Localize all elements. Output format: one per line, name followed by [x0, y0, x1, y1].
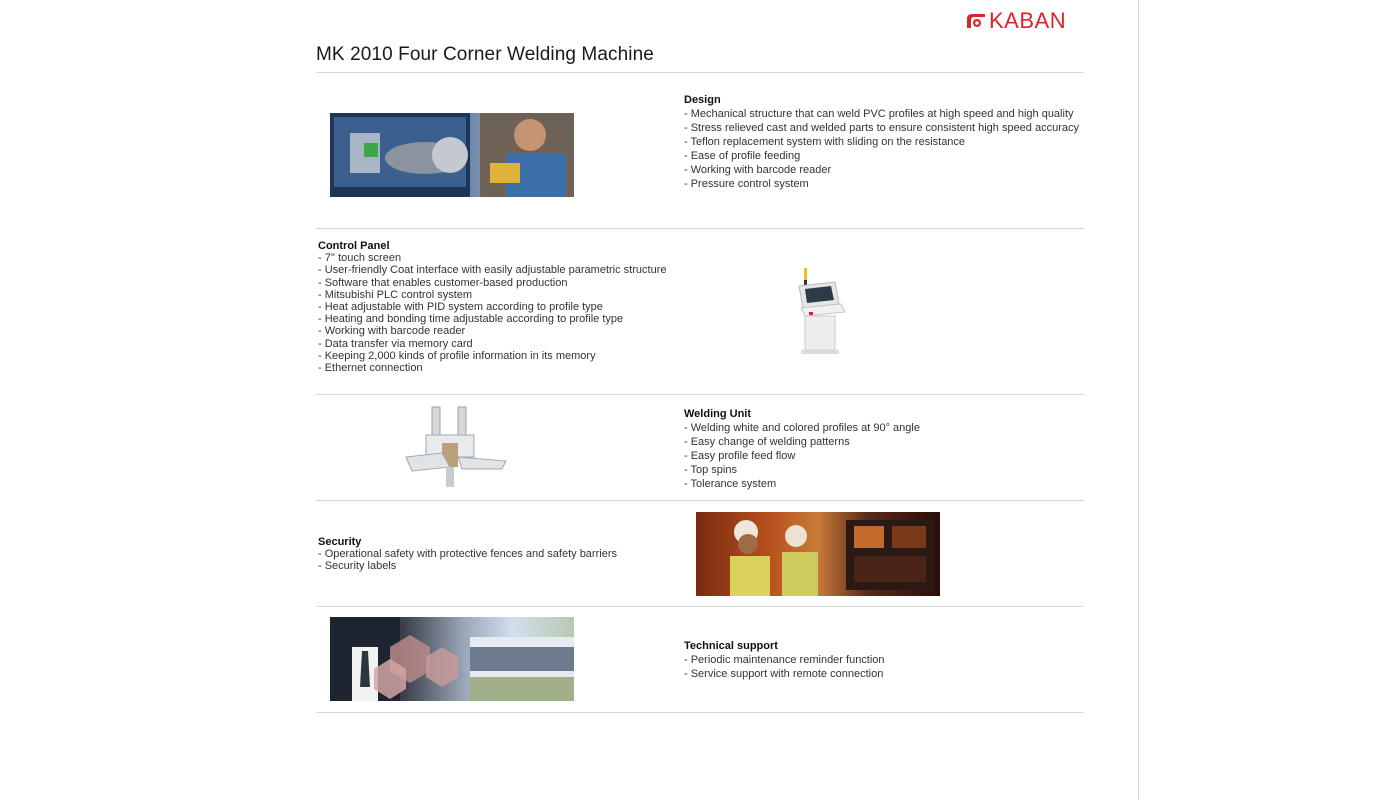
- control-panel-item: - Mitsubishi PLC control system: [318, 288, 473, 301]
- welding-unit-item: - Tolerance system: [684, 478, 777, 490]
- welding-unit-item: - Top spins: [684, 464, 737, 476]
- technical-support-photo: [330, 617, 574, 701]
- security-workers-photo: [696, 512, 940, 596]
- control-panel-section: [318, 240, 678, 374]
- design-software-photo: [330, 113, 574, 197]
- section-divider: [316, 394, 1084, 395]
- security-item: - Operational safety with protective fences and safety barriers: [318, 548, 617, 560]
- document-title: MK 2010 Four Corner Welding Machine: [316, 44, 654, 65]
- control-panel-item: - 7'' touch screen: [318, 252, 402, 265]
- kaban-logo-icon: [966, 13, 986, 29]
- technical-support-item: - Periodic maintenance reminder function: [684, 654, 885, 666]
- technical-support-heading: Technical support: [684, 640, 778, 652]
- design-item: - Pressure control system: [684, 178, 809, 190]
- technical-support-section: [684, 639, 1084, 681]
- section-divider: [316, 500, 1084, 501]
- control-panel-heading: Control Panel: [318, 240, 390, 252]
- control-panel-item: - Ethernet connection: [318, 362, 423, 375]
- brand-name: KABAN: [989, 8, 1067, 33]
- design-section: [684, 93, 1084, 191]
- security-item: - Security labels: [318, 560, 397, 572]
- security-section: [318, 536, 678, 572]
- design-item: - Teflon replacement system with sliding on the resistance: [684, 136, 966, 148]
- title-divider: [316, 72, 1084, 73]
- welding-unit-item: - Welding white and colored profiles at 90° angle: [684, 422, 920, 434]
- control-panel-item: - Data transfer via memory card: [318, 337, 473, 350]
- control-panel-item: - Software that enables customer-based production: [318, 276, 568, 289]
- design-item: - Stress relieved cast and welded parts to ensure consistent high speed accuracy: [684, 122, 1079, 134]
- section-divider: [316, 606, 1084, 607]
- control-panel-item: - Heat adjustable with PID system according to profile type: [318, 301, 603, 314]
- design-item: - Mechanical structure that can weld PVC profiles at high speed and high quality: [684, 108, 1074, 120]
- security-heading: Security: [318, 536, 362, 548]
- welding-unit-heading: Welding Unit: [684, 408, 752, 420]
- page-edge-divider: [1138, 0, 1139, 800]
- design-item: - Working with barcode reader: [684, 164, 832, 176]
- section-divider: [316, 712, 1084, 713]
- welding-unit-item: - Easy profile feed flow: [684, 450, 796, 462]
- welding-unit-section: [684, 407, 1084, 491]
- control-panel-item: - Keeping 2,000 kinds of profile information in its memory: [318, 349, 596, 362]
- welding-unit-photo: [402, 405, 512, 489]
- kaban-logo: [966, 9, 1066, 33]
- control-panel-item: - Working with barcode reader: [318, 325, 466, 338]
- section-divider: [316, 228, 1084, 229]
- technical-support-item: - Service support with remote connection: [684, 668, 884, 680]
- control-panel-item: - Heating and bonding time adjustable according to profile type: [318, 313, 624, 326]
- control-panel-item: - User-friendly Coat interface with easily adjustable parametric structure: [318, 264, 667, 277]
- control-panel-kiosk-photo: [795, 268, 847, 354]
- design-item: - Ease of profile feeding: [684, 150, 801, 162]
- welding-unit-item: - Easy change of welding patterns: [684, 436, 850, 448]
- design-heading: Design: [684, 94, 721, 106]
